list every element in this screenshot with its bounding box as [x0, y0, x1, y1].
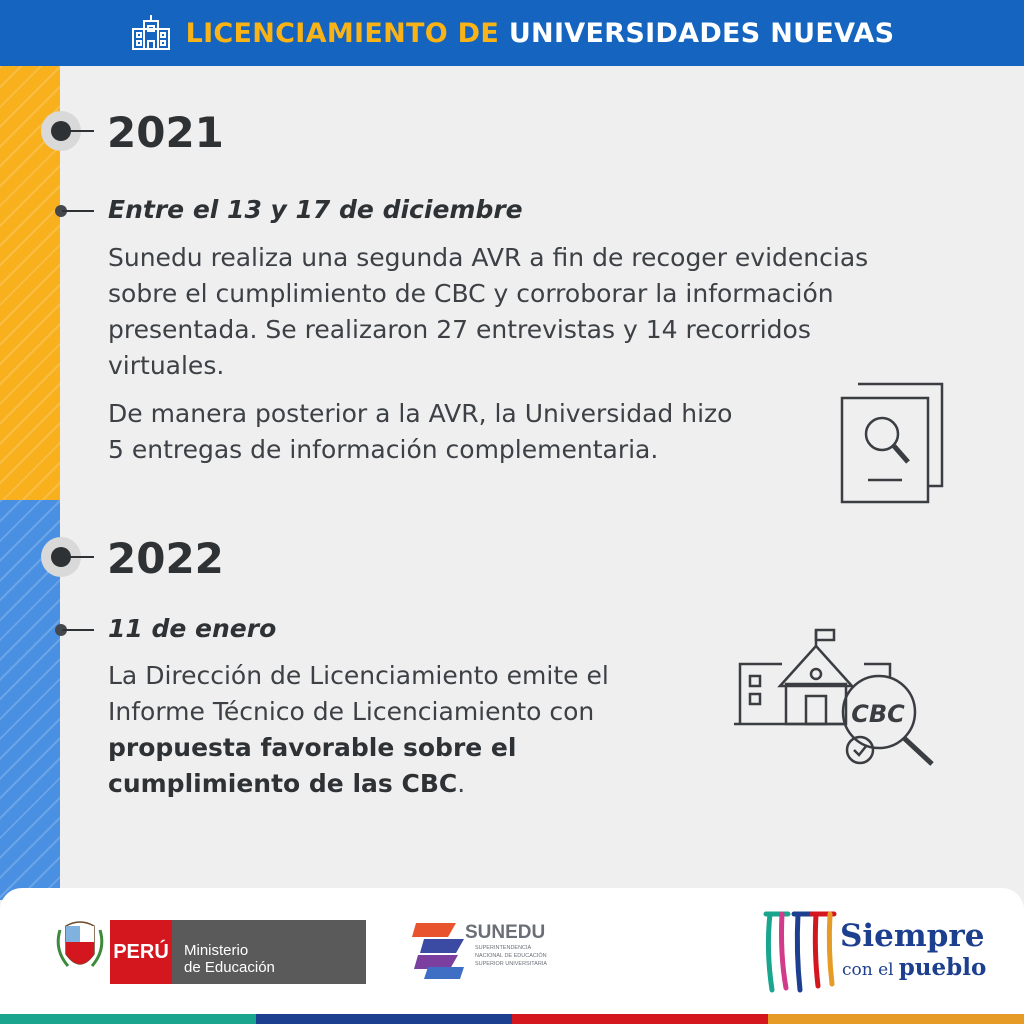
description-end: .: [457, 769, 466, 798]
bottom-bar-teal: [0, 1014, 256, 1024]
document-search-icon: [838, 382, 946, 504]
event-date-2022: 11 de enero: [108, 614, 277, 643]
page-title: [186, 18, 895, 49]
ministry-line-2: de Educación: [184, 959, 275, 976]
peru-label: PERÚ: [110, 920, 172, 984]
university-building-icon: [130, 15, 172, 51]
bottom-bar-navy: [256, 1014, 512, 1024]
sunedu-logo-icon: [410, 921, 466, 981]
event-date-2021: Entre el 13 y 17 de diciembre: [108, 195, 523, 224]
title-part-1: LICENCIAMIENTO DE: [185, 17, 500, 49]
school-cbc-magnifier-icon: [734, 628, 940, 770]
siempre-pueblo-logo-icon: [758, 910, 838, 994]
slogan-small: con el: [842, 960, 894, 980]
bottom-bar-orange: [768, 1014, 1024, 1024]
peru-coat-of-arms-icon: [56, 920, 104, 978]
ministry-line-1: Ministerio: [184, 942, 249, 959]
title-part-2: UNIVERSIDADES NUEVAS: [508, 17, 895, 49]
peru-ministry-logo: [102, 920, 366, 984]
ministry-label: [172, 920, 366, 984]
bottom-bar-red: [512, 1014, 768, 1024]
date-connector-2021: [62, 210, 94, 212]
year-connector-2021: [68, 130, 94, 132]
event-description-2022: [108, 658, 708, 802]
event-description-2021: Sunedu realiza una segunda AVR a fin de recoger evidencias sobre el cumplimiento de CBC y corroborar la información presentada. Se realizaron 27 entrevistas y 14 recorridos virtuales.: [108, 243, 869, 380]
header-banner: [0, 0, 1024, 66]
year-2021: 2021: [107, 108, 224, 157]
slogan-big: pueblo: [898, 954, 987, 981]
year-2022: 2022: [107, 534, 224, 583]
cbc-label: CBC: [851, 700, 905, 728]
slogan-line-2: [842, 954, 986, 981]
year-connector-2022: [68, 556, 94, 558]
description-plain: La Dirección de Licenciamiento emite el Informe Técnico de Licenciamiento con: [108, 661, 609, 726]
sunedu-name: SUNEDU: [465, 922, 546, 943]
slogan-line-1: Siempre: [840, 918, 985, 954]
date-connector-2022: [62, 629, 94, 631]
event-followup-2021: De manera posterior a la AVR, la Universidad hizo 5 entregas de información complementaria.: [108, 399, 733, 464]
description-bold: propuesta favorable sobre el cumplimiento de las CBC: [108, 733, 517, 798]
sunedu-subtitle: SUPERINTENDENCIA NACIONAL DE EDUCACIÓN SUPERIOR UNIVERSITARIA: [475, 945, 548, 967]
